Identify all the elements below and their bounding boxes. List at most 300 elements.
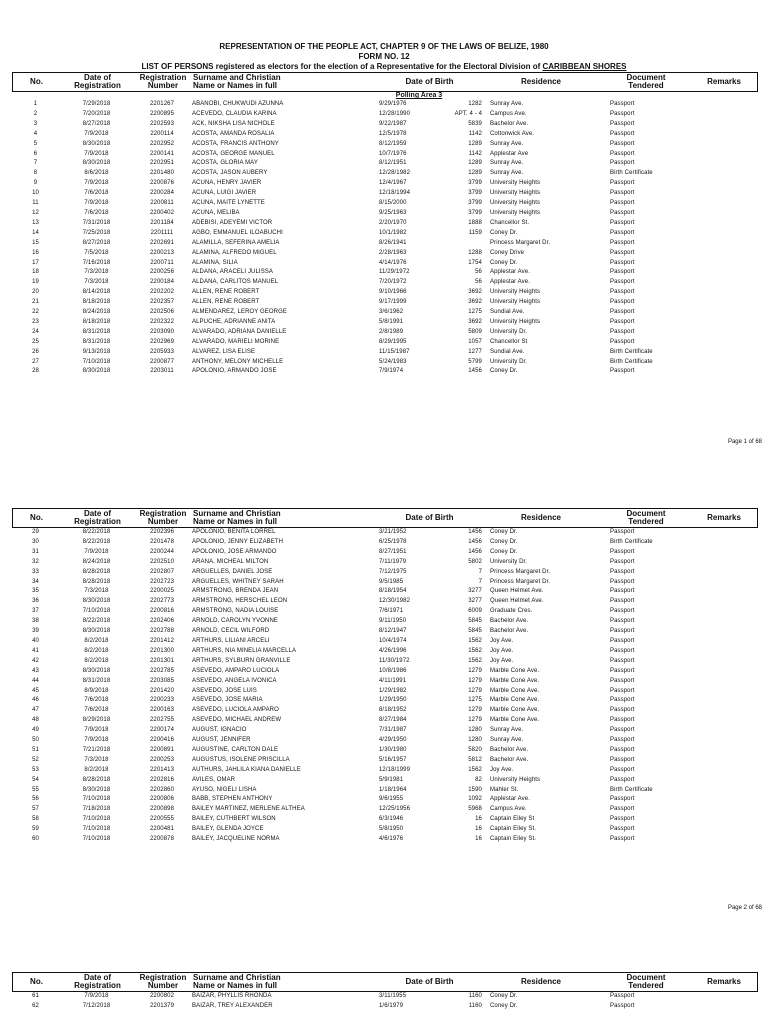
row-residence: Sunray Ave. — [490, 170, 524, 177]
row-no: 28 — [32, 368, 39, 375]
row-no: 15 — [32, 239, 39, 246]
row-no: 3 — [33, 120, 38, 127]
col-remarks: Remarks — [707, 77, 741, 86]
row-registration-number: 2205933 — [149, 348, 175, 355]
elector-row — [12, 169, 764, 179]
row-remarks — [698, 229, 764, 239]
row-house-number: 3277 — [468, 588, 482, 595]
row-residence: Princess Margaret Dr. — [490, 568, 551, 575]
row-residence: Marble Cone Ave. — [490, 677, 540, 684]
row-document: Passport — [610, 269, 635, 276]
row-document: Passport — [610, 697, 635, 704]
row-remarks — [698, 766, 764, 776]
row-residence: Coney Dr. — [490, 529, 518, 535]
elector-row — [12, 1002, 764, 1012]
col-date-of-birth: Date of Birth — [405, 513, 454, 522]
row-name: BAIZAR, PHYLLIS RHONDA — [192, 993, 272, 999]
row-no: 53 — [32, 766, 39, 773]
row-date-of-birth: 5/24/1983 — [379, 358, 407, 365]
row-remarks — [698, 992, 764, 1002]
row-date-registration: 8/30/2018 — [82, 598, 111, 605]
row-document: Passport — [610, 130, 635, 137]
row-registration-number: 2202510 — [149, 558, 175, 565]
row-remarks — [698, 815, 764, 825]
electoral-division: CARIBBEAN SHORES — [542, 62, 627, 71]
row-remarks — [698, 756, 764, 766]
row-date-registration: 8/30/2018 — [82, 628, 111, 635]
row-document: Passport — [610, 618, 635, 625]
row-date-registration: 7/3/2018 — [84, 279, 109, 286]
elector-row — [12, 189, 764, 199]
row-name: AVILES, OMAR — [192, 776, 236, 783]
elector-row — [12, 835, 764, 845]
row-remarks — [698, 249, 764, 259]
row-date-registration: 8/28/2018 — [82, 568, 111, 575]
row-house-number: 1456 — [468, 538, 482, 545]
elector-row — [12, 159, 764, 169]
row-name: BAILEY, GLENDA JOYCE — [192, 826, 264, 833]
col-registration-number: Registration Number — [139, 509, 187, 526]
row-name: ASEVEDO, LUCIOLA AMPARO — [192, 707, 279, 714]
row-name: ANTHONY, MELONY MICHELLE — [192, 358, 284, 365]
row-date-registration: 8/9/2018 — [84, 687, 109, 694]
row-date-of-birth: 7/31/1987 — [379, 727, 407, 734]
row-house-number: 1288 — [468, 249, 482, 256]
row-date-registration: 7/6/2018 — [84, 707, 109, 714]
row-no: 60 — [32, 836, 39, 843]
elector-row — [12, 338, 764, 348]
row-no: 50 — [32, 737, 39, 744]
row-no: 13 — [32, 219, 39, 226]
row-date-of-birth: 5/8/1950 — [379, 826, 404, 833]
row-residence: Cottonwick Ave. — [490, 130, 535, 137]
row-remarks — [698, 657, 764, 667]
row-residence: Bachelor Ave. — [490, 746, 529, 753]
elector-row — [12, 259, 764, 269]
row-house-number: 3799 — [468, 180, 482, 187]
row-residence: Sunray Ave. — [490, 101, 524, 107]
row-registration-number: 2200256 — [149, 269, 175, 276]
row-residence: Coney Dr. — [490, 229, 518, 236]
elector-row — [12, 647, 764, 657]
row-remarks — [698, 637, 764, 647]
row-date-of-birth: 4/26/1996 — [379, 647, 407, 654]
row-house-number: 5845 — [468, 618, 482, 625]
row-name: ALLEN, RENE ROBERT — [192, 289, 260, 296]
row-registration-number: 2201300 — [149, 647, 175, 654]
row-house-number: 5839 — [468, 120, 482, 127]
row-residence: Sunray Ave. — [490, 140, 524, 147]
elector-row — [12, 367, 764, 377]
row-remarks — [698, 687, 764, 697]
row-residence: Coney Dr. — [490, 368, 518, 375]
row-date-of-birth: 5/9/1981 — [379, 776, 404, 783]
row-date-of-birth: 9/22/1987 — [379, 120, 407, 127]
row-date-registration: 7/9/2018 — [84, 548, 109, 555]
row-remarks — [698, 199, 764, 209]
row-date-of-birth: 8/12/1947 — [379, 628, 407, 635]
row-registration-number: 2201301 — [149, 657, 175, 664]
row-remarks — [698, 209, 764, 219]
row-name: ACK, NIKSHA LISA NICHOLE — [192, 120, 275, 127]
elector-row — [12, 288, 764, 298]
row-house-number: 16 — [475, 816, 482, 823]
row-no: 35 — [32, 588, 39, 595]
col-document: Document Tendered — [626, 73, 666, 90]
row-date-of-birth: 8/27/1951 — [379, 548, 407, 555]
row-remarks — [698, 150, 764, 160]
elector-row — [12, 587, 764, 597]
row-residence: University Dr. — [490, 558, 528, 565]
row-date-registration: 7/10/2018 — [82, 826, 111, 833]
col-document: Document Tendered — [626, 509, 666, 526]
row-document: Birth Certificate — [610, 348, 653, 355]
row-remarks — [698, 647, 764, 657]
col-date-registration: Date of Registration — [74, 509, 121, 526]
row-residence: Coney Dr. — [490, 993, 518, 999]
row-document: Birth Certificate — [610, 786, 653, 793]
row-date-of-birth: 10/8/1986 — [379, 667, 407, 674]
elector-row — [12, 229, 764, 239]
row-name: ARNOLD, CAROLYN YVONNE — [192, 618, 278, 625]
row-registration-number: 2203090 — [149, 328, 175, 335]
row-document: Passport — [610, 318, 635, 325]
row-residence: Captain Eiley St — [490, 816, 535, 823]
row-date-of-birth: 12/25/1956 — [379, 806, 411, 813]
row-remarks — [698, 568, 764, 578]
elector-row — [12, 657, 764, 667]
row-house-number: 1275 — [468, 697, 482, 704]
elector-row — [12, 209, 764, 219]
row-remarks — [698, 835, 764, 845]
row-residence: Queen Helmet Ave. — [490, 588, 544, 595]
row-residence: Campus Ave. — [490, 806, 527, 813]
col-residence: Residence — [520, 513, 562, 522]
row-date-registration: 7/31/2018 — [82, 219, 111, 226]
row-name: APOLONIO, BENITA LORREL — [192, 529, 276, 535]
row-registration-number: 2200141 — [149, 150, 175, 157]
row-no: 39 — [32, 628, 39, 635]
row-residence: University Heights — [490, 180, 541, 187]
row-name: ACOSTA, GLORIA MAY — [192, 160, 258, 167]
row-name: APOLONIO, ARMANDO JOSE — [192, 368, 277, 375]
row-remarks — [698, 677, 764, 687]
row-no: 12 — [32, 209, 39, 216]
row-date-registration: 8/24/2018 — [82, 558, 111, 565]
row-no: 1 — [33, 101, 38, 107]
row-registration-number: 2200876 — [149, 180, 175, 187]
row-house-number: 1456 — [468, 548, 482, 555]
row-remarks — [698, 100, 764, 110]
row-no: 16 — [32, 249, 39, 256]
row-remarks — [698, 578, 764, 588]
row-house-number: 5809 — [468, 328, 482, 335]
row-date-of-birth: 2/28/1963 — [379, 249, 407, 256]
row-no: 45 — [32, 687, 39, 694]
row-residence: Marble Cone Ave. — [490, 717, 540, 724]
row-residence: University Heights — [490, 209, 541, 216]
row-date-of-birth: 9/11/1950 — [379, 618, 407, 625]
row-document: Passport — [610, 657, 635, 664]
elector-row — [12, 538, 764, 548]
row-remarks — [698, 288, 764, 298]
row-document: Passport — [610, 328, 635, 335]
row-name: AYUSO, NIGELI LISHA — [192, 786, 257, 793]
row-date-of-birth: 9/5/1985 — [379, 578, 404, 585]
row-date-of-birth: 1/30/1980 — [379, 746, 407, 753]
row-date-of-birth: 7/11/1979 — [379, 558, 407, 565]
row-residence: Captain Eiley St. — [490, 836, 537, 843]
row-no: 29 — [32, 529, 39, 535]
row-remarks — [698, 726, 764, 736]
row-registration-number: 2200253 — [149, 756, 175, 763]
row-house-number: 1279 — [468, 667, 482, 674]
row-house-number: 1590 — [468, 786, 482, 793]
row-house-number: 5799 — [468, 358, 482, 365]
row-remarks — [698, 179, 764, 189]
row-house-number: 1160 — [468, 1002, 482, 1009]
elector-table — [12, 528, 764, 845]
row-registration-number: 2201267 — [149, 101, 175, 107]
row-document: Passport — [610, 338, 635, 345]
row-name: ALVARADO, ADRIANA DANIELLE — [192, 328, 287, 335]
row-name: ALAMINA, SILIA — [192, 259, 238, 266]
row-document: Passport — [610, 190, 635, 197]
col-no: No. — [30, 77, 43, 86]
row-residence: Chancellor St. — [490, 219, 530, 226]
row-registration-number: 2202593 — [149, 120, 175, 127]
row-document: Passport — [610, 259, 635, 266]
row-no: 44 — [32, 677, 39, 684]
row-name: AUGUSTUS, ISOLENE PRISCILLA — [192, 756, 290, 763]
row-house-number: 1562 — [468, 637, 482, 644]
row-house-number: 1057 — [468, 338, 482, 345]
elector-row — [12, 756, 764, 766]
row-house-number: 1754 — [468, 259, 482, 266]
row-date-registration: 7/9/2018 — [84, 993, 109, 999]
elector-row — [12, 667, 764, 677]
row-registration-number: 2200895 — [149, 110, 175, 117]
elector-row — [12, 627, 764, 637]
row-date-of-birth: 8/29/1995 — [379, 338, 407, 345]
row-remarks — [698, 338, 764, 348]
row-no: 34 — [32, 578, 39, 585]
row-registration-number: 2201478 — [149, 538, 175, 545]
row-house-number: 6009 — [468, 608, 482, 615]
col-name: Surname and Christian Name or Names in full — [193, 509, 281, 526]
row-residence: Coney Dr. — [490, 1002, 518, 1009]
row-registration-number: 2200233 — [149, 697, 175, 704]
row-registration-number: 2202952 — [149, 140, 175, 147]
row-date-registration: 8/2/2018 — [84, 657, 109, 664]
row-date-registration: 8/29/2018 — [82, 717, 111, 724]
row-remarks — [698, 617, 764, 627]
row-date-of-birth: 7/6/1971 — [379, 608, 404, 615]
col-date-of-birth: Date of Birth — [405, 77, 454, 86]
row-no: 54 — [32, 776, 39, 783]
row-no: 48 — [32, 717, 39, 724]
row-date-registration: 7/10/2018 — [82, 358, 111, 365]
row-house-number: 1456 — [468, 529, 482, 535]
row-no: 49 — [32, 727, 39, 734]
row-house-number: 5845 — [468, 628, 482, 635]
row-name: AUGUSTINE, CARLTON DALE — [192, 746, 279, 753]
list-title — [12, 62, 756, 72]
row-registration-number: 2202807 — [149, 568, 175, 575]
row-registration-number: 2200174 — [149, 727, 175, 734]
row-no: 17 — [32, 259, 39, 266]
row-registration-number: 2201420 — [149, 687, 175, 694]
row-remarks — [698, 706, 764, 716]
row-no: 25 — [32, 338, 39, 345]
row-residence: Coney Dr. — [490, 259, 518, 266]
row-date-registration: 7/25/2018 — [82, 229, 111, 236]
row-name: ALVARADO, MARIELI MORINE — [192, 338, 280, 345]
row-document: Passport — [610, 598, 635, 605]
row-name: BAILEY MARTINEZ, MERLENE ALTHEA — [192, 806, 305, 813]
row-remarks — [698, 219, 764, 229]
row-registration-number: 2200816 — [149, 608, 175, 615]
row-house-number: 1275 — [468, 309, 482, 316]
row-residence: Sundial Ave. — [490, 348, 525, 355]
elector-row — [12, 736, 764, 746]
row-house-number: 7 — [478, 568, 482, 575]
row-date-of-birth: 11/29/1972 — [379, 269, 410, 276]
row-no: 24 — [32, 328, 39, 335]
row-house-number: 3277 — [468, 598, 482, 605]
row-document: Passport — [610, 568, 635, 575]
elector-row — [12, 219, 764, 229]
elector-row — [12, 100, 764, 110]
row-date-registration: 8/22/2018 — [82, 618, 111, 625]
row-date-of-birth: 12/4/1967 — [379, 180, 407, 187]
row-document: Passport — [610, 836, 635, 843]
row-date-registration: 7/9/2018 — [84, 200, 109, 207]
row-document: Passport — [610, 687, 635, 694]
row-no: 40 — [32, 637, 39, 644]
column-header-row — [12, 972, 758, 992]
row-name: ARTHURS, NIA MINELIA MARCELLA — [192, 647, 297, 654]
document-page-3 — [12, 972, 756, 1012]
row-residence: Sundial Ave. — [490, 309, 525, 316]
row-document: Passport — [610, 667, 635, 674]
row-name: ALLEN, RENE ROBERT — [192, 299, 260, 306]
row-remarks — [698, 558, 764, 568]
row-name: ACOSTA, FRANCIS ANTHONY — [192, 140, 279, 147]
elector-row — [12, 746, 764, 756]
row-no: 9 — [33, 180, 38, 187]
row-date-of-birth: 7/20/1972 — [379, 279, 407, 286]
row-registration-number: 2202785 — [149, 667, 175, 674]
row-name: ALAMINA, ALFREDO MIGUEL — [192, 249, 277, 256]
row-document: Passport — [610, 101, 635, 107]
row-date-of-birth: 12/18/1994 — [379, 190, 411, 197]
row-name: ACUNA, MELIBA — [192, 209, 240, 216]
row-residence: Marble Cone Ave. — [490, 667, 540, 674]
row-registration-number: 2200114 — [150, 130, 174, 137]
row-house-number: 1142 — [468, 130, 482, 137]
row-remarks — [698, 169, 764, 179]
row-document: Passport — [610, 746, 635, 753]
document-header — [12, 42, 756, 72]
elector-row — [12, 706, 764, 716]
row-registration-number: 2202406 — [149, 618, 175, 625]
row-date-registration: 8/18/2018 — [82, 318, 111, 325]
row-registration-number: 2202788 — [149, 628, 175, 635]
row-date-registration: 7/12/2018 — [82, 1002, 111, 1009]
row-name: AUGUST, IGNACIO — [192, 727, 247, 734]
row-no: 27 — [32, 358, 39, 365]
row-residence: Campus Ave. — [490, 110, 527, 117]
row-name: ARANA, MICHEAL MILTON — [192, 558, 269, 565]
row-name: ADEBISI, ADEYEMI VICTOR — [192, 219, 273, 226]
row-date-of-birth: 12/5/1978 — [379, 130, 407, 137]
row-house-number: 1562 — [468, 657, 482, 664]
row-name: AUTHURS, JAHLILA KIANA DANIELLE — [192, 766, 301, 773]
row-name: ACOSTA, JASON AUBERY — [192, 170, 268, 177]
row-registration-number: 2202322 — [149, 318, 175, 325]
row-house-number: 82 — [475, 776, 482, 783]
row-residence: Marble Cone Ave. — [490, 697, 540, 704]
elector-row — [12, 617, 764, 627]
row-name: ACUNA, MAITE LYNETTE — [192, 200, 265, 207]
row-document: Passport — [610, 180, 635, 187]
row-residence: University Dr. — [490, 328, 528, 335]
row-document: Passport — [610, 717, 635, 724]
elector-row — [12, 558, 764, 568]
row-date-registration: 7/5/2018 — [84, 249, 109, 256]
row-date-registration: 7/10/2018 — [82, 816, 111, 823]
row-date-of-birth: 1/18/1964 — [379, 786, 407, 793]
row-registration-number: 2201412 — [149, 637, 175, 644]
row-remarks — [698, 716, 764, 726]
row-date-registration: 7/3/2018 — [84, 588, 109, 595]
elector-row — [12, 130, 764, 140]
row-registration-number: 2200416 — [149, 737, 175, 744]
row-remarks — [698, 736, 764, 746]
row-no: 33 — [32, 568, 39, 575]
elector-row — [12, 578, 764, 588]
row-residence: Joy Ave. — [490, 657, 514, 664]
page-footer: Page 2 of 68 — [727, 905, 762, 911]
row-date-registration: 7/3/2018 — [84, 756, 109, 763]
col-date-of-birth: Date of Birth — [405, 977, 454, 986]
row-document: Passport — [610, 707, 635, 714]
row-residence: Sunray Ave. — [490, 737, 524, 744]
row-remarks — [698, 548, 764, 558]
row-no: 47 — [32, 707, 39, 714]
elector-row — [12, 110, 764, 120]
row-date-of-birth: 4/6/1976 — [379, 836, 404, 843]
row-remarks — [698, 528, 764, 538]
row-registration-number: 2202969 — [149, 338, 175, 345]
row-residence: Applestar Ave. — [490, 269, 530, 276]
row-residence: Graduate Cres. — [490, 608, 533, 615]
row-remarks — [698, 259, 764, 269]
row-date-of-birth: 1/29/1950 — [379, 697, 407, 704]
row-name: ALVAREZ, LISA ELISE — [192, 348, 256, 355]
row-registration-number: 2200481 — [149, 826, 175, 833]
row-date-registration: 7/10/2018 — [82, 836, 111, 843]
row-date-of-birth: 7/9/1974 — [379, 368, 404, 375]
row-name: ACOSTA, GEORGE MANUEL — [192, 150, 275, 157]
row-remarks — [698, 140, 764, 150]
elector-row — [12, 298, 764, 308]
row-date-of-birth: 4/14/1976 — [379, 259, 407, 266]
elector-row — [12, 278, 764, 288]
row-name: ACOSTA, AMANDA ROSALIA — [192, 130, 275, 137]
elector-row — [12, 120, 764, 130]
